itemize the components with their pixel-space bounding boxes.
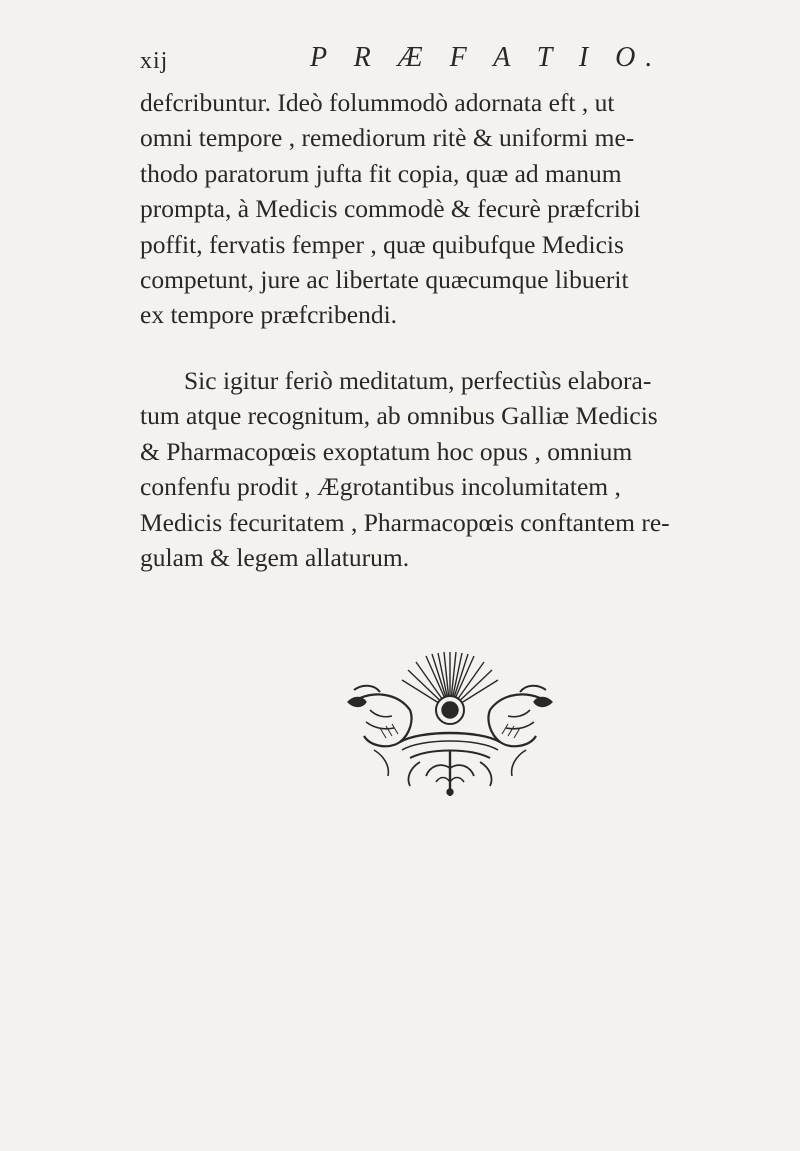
text-line: ex tempore præfcribendi. (140, 300, 398, 330)
text-line: confenfu prodit , Ægrotantibus incolumitatem , (140, 472, 621, 502)
text-line: thodo paratorum jufta fit copia, quæ ad manum (140, 158, 622, 188)
page-number: xij (140, 48, 169, 74)
paragraph-1 (140, 85, 800, 333)
page-header (140, 42, 700, 82)
text-line: tum atque recognitum, ab omnibus Galliæ Medicis (140, 401, 658, 431)
running-head: P R Æ F A T I O. (310, 42, 663, 73)
text-line: prompta, à Medicis commodè & fecurè præfcribi (140, 194, 641, 224)
text-line: poffit, fervatis femper , quæ quibufque Medicis (140, 229, 624, 259)
paragraph-2 (140, 363, 800, 575)
text-line: omni tempore , remediorum ritè & uniformi me- (140, 123, 635, 153)
text-line: & Pharmacopœis exoptatum hoc opus , omnium (140, 436, 633, 466)
text-line: gulam & legem allaturum. (140, 543, 410, 573)
text-line: Sic igitur feriò meditatum, perfectiùs elabora- (184, 366, 652, 395)
text-line: competunt, jure ac libertate quæcumque libuerit (140, 265, 629, 295)
text-line: defcribuntur. Ideò folummodò adornata eft , ut (140, 88, 615, 117)
text-line: Medicis fecuritatem , Pharmacopœis conftantem re- (140, 507, 670, 537)
sunburst-vignette-icon (340, 650, 560, 800)
